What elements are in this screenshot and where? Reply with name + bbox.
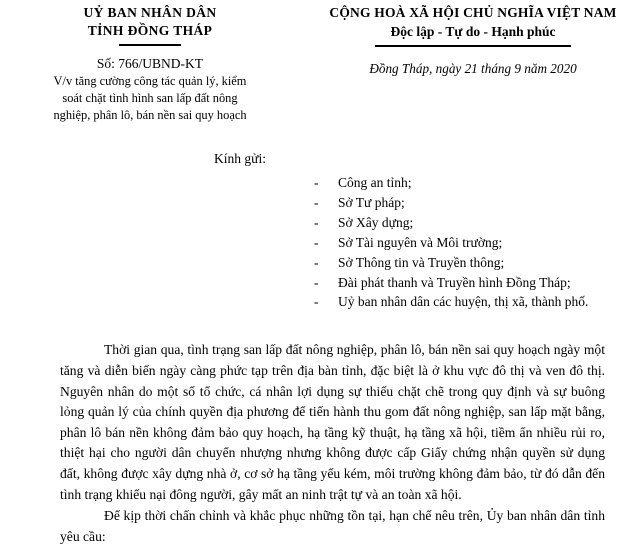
list-item: [314, 213, 640, 233]
header-left-divider: [119, 44, 181, 46]
document-subject-line2: soát chặt tình hình san lấp đất nông: [62, 91, 238, 106]
header-right-divider: [375, 45, 571, 47]
bullet-dash: -: [314, 294, 319, 310]
header-right-block: [300, 4, 640, 77]
recipient-list: [214, 173, 640, 312]
list-item: [314, 253, 640, 273]
nation-name: CỘNG HOÀ XÃ HỘI CHỦ NGHĨA VIỆT NAM: [329, 5, 617, 20]
recipient-label: Công an tỉnh;: [338, 175, 412, 191]
recipients-block: [0, 150, 640, 312]
document-subject: [0, 73, 300, 124]
recipient-label: Sở Tư pháp;: [338, 195, 405, 211]
issue-date-line: Đồng Tháp, ngày 21 tháng 9 năm 2020: [369, 60, 577, 76]
body-paragraph-1: Thời gian qua, tình trạng san lấp đất nông nghiệp, phân lô, bán nền sai quy hoạch ngày một tăng và diễn biến ngày càng phức tạp trên địa bàn tỉnh, đặc biệt là ở khu vực đô thị và ven đô thị. Nguyên nhân do một số tổ chức, cá nhân lợi dụng sự thiếu chặt chẽ trong quy định và sự buông lỏng quản lý của chính quyền địa phương để tiến hành thu gom đất nông nghiệp, san lấp mặt bằng, phân lô bán nền không đảm bảo quy hoạch, hạ tầng kỹ thuật, hạ tầng xã hội, tiềm ẩn nhiều rủi ro, thiệt hại cho người dân chuyển nhượng nhưng không được cấp Giấy chứng nhận quyền sử dụng đất, không được xây dựng nhà ở, cơ sở hạ tầng yếu kém, môi trường không đảm bảo, từ đó dẫn đến tình trạng khiếu nại đông người, gây mất an ninh trật tự và an toàn xã hội.: [60, 342, 605, 502]
document-body: [0, 340, 640, 548]
document-subject-line3: nghiệp, phân lô, bán nền sai quy hoạch: [53, 107, 247, 122]
bullet-dash: -: [314, 234, 319, 250]
recipient-label: Đài phát thanh và Truyền hình Đồng Tháp;: [338, 274, 571, 290]
list-item: [314, 173, 640, 193]
header-left-block: [0, 4, 300, 124]
recipient-label: Sở Tài nguyên và Môi trường;: [338, 234, 503, 250]
recipient-label: Sở Xây dựng;: [338, 214, 414, 230]
bullet-dash: -: [314, 175, 319, 191]
list-item: [314, 193, 640, 213]
list-item: [314, 273, 640, 293]
document-header: [0, 0, 640, 124]
recipient-label: Uỷ ban nhân dân các huyện, thị xã, thành phố.: [338, 294, 589, 310]
bullet-dash: -: [314, 274, 319, 290]
organization-name-line2: TỈNH ĐỒNG THÁP: [87, 22, 213, 38]
document-number: Số: 766/UBND-KT: [96, 55, 204, 71]
list-item: [314, 233, 640, 253]
document-subject-line1: V/v tăng cường công tác quản lý, kiểm: [53, 74, 247, 89]
recipients-label: Kính gửi:: [214, 150, 266, 166]
nation-motto: Độc lập - Tự do - Hạnh phúc: [390, 23, 556, 39]
bullet-dash: -: [314, 195, 319, 211]
bullet-dash: -: [314, 214, 319, 230]
body-paragraph-2: Để kịp thời chấn chỉnh và khắc phục những tồn tại, hạn chế nêu trên, Ủy ban nhân dân tỉnh yêu cầu:: [60, 508, 605, 545]
bullet-dash: -: [314, 254, 319, 270]
list-item: [314, 292, 640, 312]
organization-name-line1: UỶ BAN NHÂN DÂN: [83, 5, 217, 20]
recipient-label: Sở Thông tin và Truyền thông;: [338, 254, 505, 270]
